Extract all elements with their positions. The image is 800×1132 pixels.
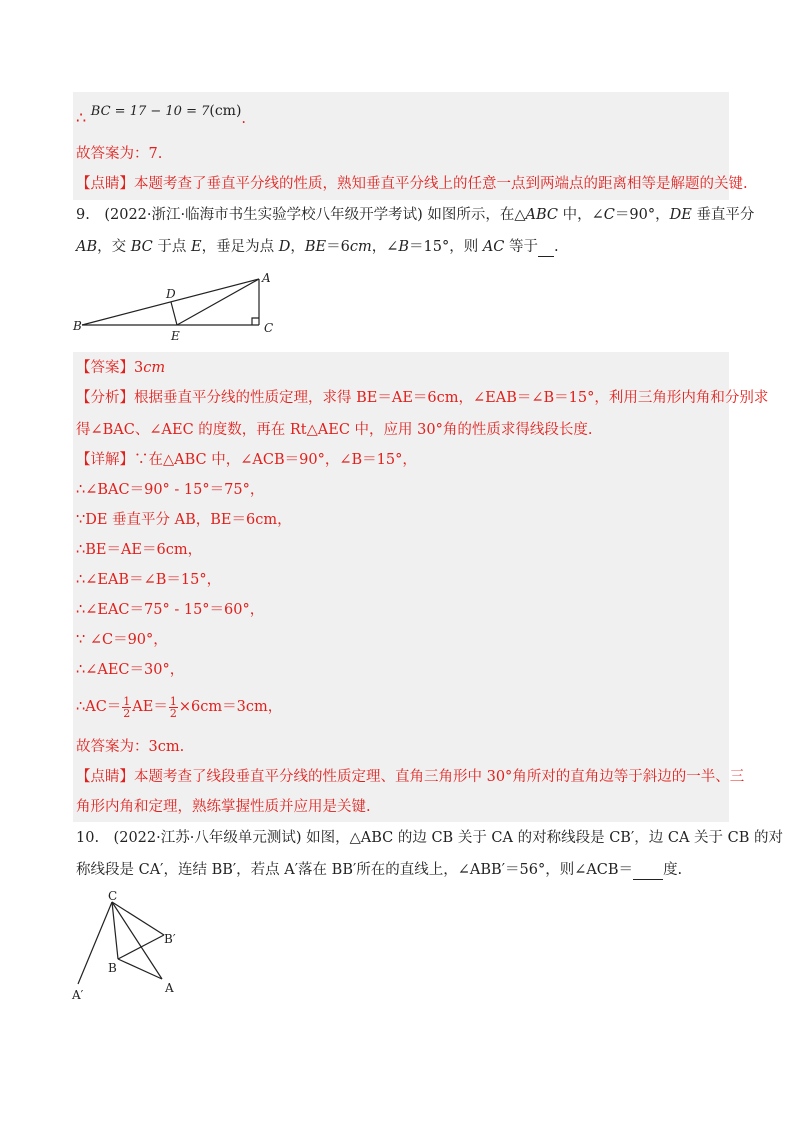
label-b-prime: B′ xyxy=(164,932,176,946)
q10-triangle-figure xyxy=(68,888,198,1008)
q9-detail-9: ∴AC＝ $\frac{1}{2}$ AE＝ $\frac{1}{2}$ ×6cm＝3cm， xyxy=(76,694,283,720)
segment-ae xyxy=(177,279,259,325)
label-e: E xyxy=(171,329,180,343)
q9-answer: 【答案】3cm xyxy=(76,360,166,376)
right-angle-mark xyxy=(252,318,259,325)
q10-answer-blank xyxy=(633,865,663,880)
q9-detail-6: ∴∠EAC＝75° - 15°＝60°， xyxy=(76,602,265,618)
therefore-symbol: ∴ xyxy=(76,108,87,127)
q9-final-answer: 故答案为：3cm. xyxy=(76,739,185,755)
fraction-one-half-2: $\frac{1}{2}$ xyxy=(169,694,177,720)
q9-detail-5: ∴∠EAB＝∠B＝15°， xyxy=(76,572,222,588)
label-c: C xyxy=(264,321,274,335)
q9-comment-1: 【点睛】本题考查了线段垂直平分线的性质定理、直角三角形中 30°角所对的直角边等于斜边的一半、三 xyxy=(76,769,745,785)
label-c: C xyxy=(108,889,118,903)
q9-detail-4: ∴BE＝AE＝6cm， xyxy=(76,542,203,558)
q9-detail-1: 【详解】∵在△ABC 中，∠ACB＝90°，∠B＝15°， xyxy=(76,452,417,468)
bc-formula xyxy=(76,101,246,129)
q9-triangle-figure xyxy=(70,268,290,346)
segment-ab xyxy=(82,279,259,325)
q9-detail-7: ∵ ∠C＝90°， xyxy=(76,632,168,648)
label-d: D xyxy=(166,287,176,301)
q10-line2: 称线段是 CA′，连结 BB′，若点 A′落在 BB′所在的直线上，∠ABB′＝56°，则∠ACB＝ 度. xyxy=(76,862,683,878)
label-b: B xyxy=(73,319,82,333)
segment-de xyxy=(171,302,177,325)
segment-bb-prime xyxy=(118,935,164,959)
q9-analysis-2: 得∠BAC、∠AEC 的度数，再在 Rt△AEC 中，应用 30°角的性质求得线段长度. xyxy=(76,422,593,438)
label-b: B xyxy=(108,961,117,975)
q9-detail-2: ∴∠BAC＝90° - 15°＝75°， xyxy=(76,482,265,498)
q9-detail-8: ∴∠AEC＝30°， xyxy=(76,662,185,678)
q9-line2: AB，交 BC 于点 E，垂足为点 D，BE＝6cm，∠B＝15°，则 AC 等于 . xyxy=(76,239,559,255)
label-a: A xyxy=(165,981,174,995)
bc-formula-unit: (cm) xyxy=(209,103,242,119)
segment-ca-prime xyxy=(78,902,112,984)
prev-answer: 故答案为：7. xyxy=(76,146,163,162)
segment-cb-prime xyxy=(112,902,164,935)
bc-formula-text: BC = 17 − 10 = 7 xyxy=(90,104,210,119)
bc-formula-dot: . xyxy=(241,111,247,127)
q9-detail-3: ∵DE 垂直平分 AB，BE＝6cm， xyxy=(76,512,292,528)
q9-analysis-1: 【分析】根据垂直平分线的性质定理，求得 BE＝AE＝6cm，∠EAB＝∠B＝15°，利用三角形内角和分别求 xyxy=(76,390,769,406)
q9-line1: 9. (2022·浙江·临海市书生实验学校八年级开学考试) 如图所示，在△ABC 中，∠C＝90°，DE 垂直平分 xyxy=(76,207,755,223)
label-a: A xyxy=(262,271,271,285)
q9-answer-blank xyxy=(538,242,554,257)
fraction-one-half-1: $\frac{1}{2}$ xyxy=(123,694,131,720)
label-a-prime: A′ xyxy=(72,988,84,1002)
q9-comment-2: 角形内角和定理，熟练掌握性质并应用是关键. xyxy=(76,799,371,815)
q10-line1: 10. (2022·江苏·八年级单元测试) 如图，△ABC 的边 CB 关于 CA 的对称线段是 CB′，边 CA 关于 CB 的对 xyxy=(76,830,784,846)
prev-comment: 【点睛】本题考查了垂直平分线的性质，熟知垂直平分线上的任意一点到两端点的距离相等是解题的关键. xyxy=(76,176,748,192)
